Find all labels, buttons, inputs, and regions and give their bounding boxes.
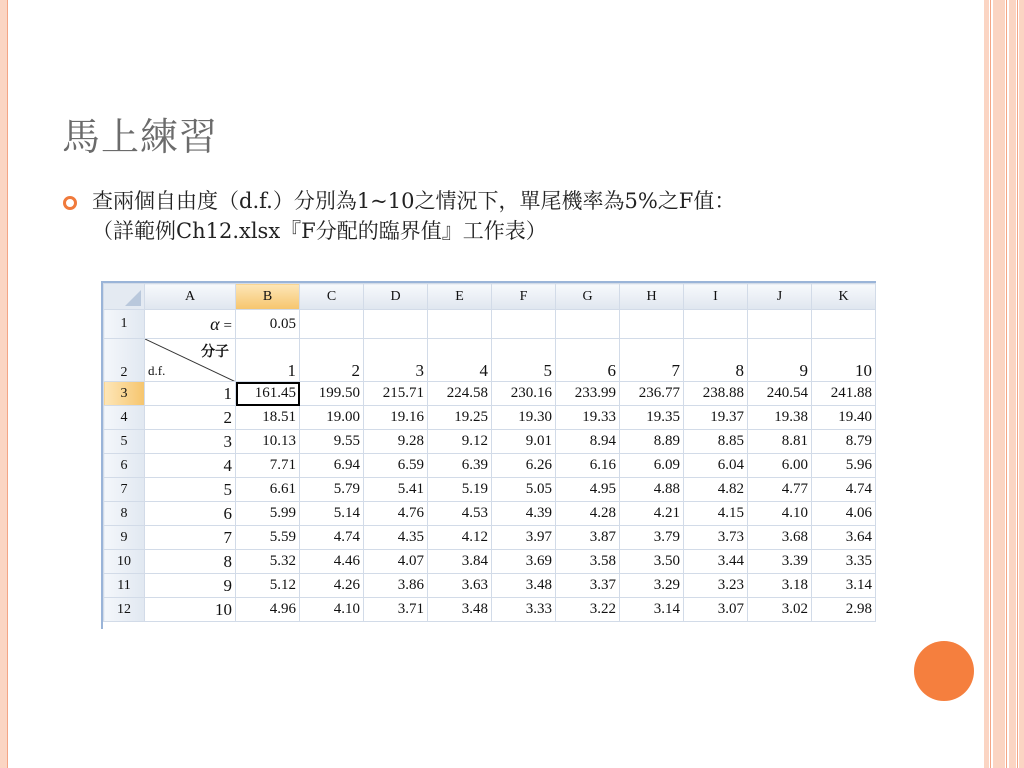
df-label: d.f. xyxy=(148,363,166,378)
f-value-cell[interactable]: 3.44 xyxy=(684,550,748,574)
numerator-df-header-cell[interactable]: 4 xyxy=(428,339,492,382)
f-value-cell[interactable]: 5.59 xyxy=(236,526,300,550)
f-value-cell[interactable]: 215.71 xyxy=(364,382,428,406)
f-value-cell[interactable]: 4.07 xyxy=(364,550,428,574)
f-value-cell[interactable]: 4.76 xyxy=(364,502,428,526)
f-value-cell[interactable]: 4.88 xyxy=(620,478,684,502)
f-value-cell[interactable]: 19.38 xyxy=(748,406,812,430)
row-header[interactable]: 4 xyxy=(104,406,145,430)
numerator-label: 分子 xyxy=(201,344,229,360)
numerator-df-header-cell[interactable]: 6 xyxy=(556,339,620,382)
f-value-cell[interactable]: 3.87 xyxy=(556,526,620,550)
f-value-cell[interactable]: 19.37 xyxy=(684,406,748,430)
right-frame-band xyxy=(984,0,989,768)
f-value-cell[interactable]: 6.26 xyxy=(492,454,556,478)
f-value-cell[interactable]: 4.77 xyxy=(748,478,812,502)
f-value-cell[interactable]: 4.15 xyxy=(684,502,748,526)
denominator-df-cell[interactable]: 1 xyxy=(145,382,236,406)
row-header[interactable]: 11 xyxy=(104,574,145,598)
f-value-cell[interactable]: 3.71 xyxy=(364,598,428,622)
column-header[interactable]: C xyxy=(300,284,364,310)
sheet-row xyxy=(104,339,876,382)
spreadsheet-table xyxy=(103,283,876,622)
f-value-cell[interactable]: 4.74 xyxy=(300,526,364,550)
f-value-cell[interactable]: 8.79 xyxy=(812,430,876,454)
f-value-cell[interactable]: 4.53 xyxy=(428,502,492,526)
f-value-cell[interactable]: 4.95 xyxy=(556,478,620,502)
accent-circle xyxy=(914,641,974,701)
f-value-cell[interactable]: 3.69 xyxy=(492,550,556,574)
f-value-cell[interactable]: 19.25 xyxy=(428,406,492,430)
f-value-cell[interactable]: 233.99 xyxy=(556,382,620,406)
f-value-cell[interactable]: 9.55 xyxy=(300,430,364,454)
sheet-row xyxy=(104,406,876,430)
column-header[interactable]: D xyxy=(364,284,428,310)
numerator-df-header-cell[interactable]: 2 xyxy=(300,339,364,382)
column-header[interactable]: F xyxy=(492,284,556,310)
denominator-df-cell[interactable]: 3 xyxy=(145,430,236,454)
denominator-df-cell[interactable]: 9 xyxy=(145,574,236,598)
f-value-cell[interactable]: 8.94 xyxy=(556,430,620,454)
spreadsheet-screenshot xyxy=(101,281,876,629)
column-header[interactable]: J xyxy=(748,284,812,310)
left-frame-line xyxy=(7,0,8,768)
denominator-df-cell[interactable]: 8 xyxy=(145,550,236,574)
numerator-df-header-cell[interactable]: 1 xyxy=(236,339,300,382)
f-value-cell[interactable]: 224.58 xyxy=(428,382,492,406)
row-header[interactable]: 5 xyxy=(104,430,145,454)
right-frame-line xyxy=(1006,0,1007,768)
f-value-cell[interactable]: 3.23 xyxy=(684,574,748,598)
sheet-row xyxy=(104,574,876,598)
f-value-cell[interactable]: 19.16 xyxy=(364,406,428,430)
f-value-cell[interactable]: 4.21 xyxy=(620,502,684,526)
f-value-cell[interactable]: 3.58 xyxy=(556,550,620,574)
f-value-cell[interactable]: 3.02 xyxy=(748,598,812,622)
f-value-cell[interactable]: 4.10 xyxy=(300,598,364,622)
active-cell[interactable]: 161.45 xyxy=(236,382,300,406)
empty-cell[interactable] xyxy=(748,310,812,339)
empty-cell[interactable] xyxy=(364,310,428,339)
numerator-df-header-cell[interactable]: 9 xyxy=(748,339,812,382)
numerator-df-header-cell[interactable]: 5 xyxy=(492,339,556,382)
f-value-cell[interactable]: 4.28 xyxy=(556,502,620,526)
right-frame-line xyxy=(990,0,991,768)
slide-body xyxy=(92,186,912,246)
f-value-cell[interactable]: 5.79 xyxy=(300,478,364,502)
f-value-cell[interactable]: 18.51 xyxy=(236,406,300,430)
f-value-cell[interactable]: 9.28 xyxy=(364,430,428,454)
column-header[interactable]: I xyxy=(684,284,748,310)
left-frame-stripe xyxy=(0,0,7,768)
sheet-row xyxy=(104,526,876,550)
select-all-corner[interactable] xyxy=(104,284,145,310)
f-value-cell[interactable]: 19.00 xyxy=(300,406,364,430)
f-value-cell[interactable]: 3.86 xyxy=(364,574,428,598)
f-value-cell[interactable]: 8.85 xyxy=(684,430,748,454)
body-line-2: （詳範例Ch12.xlsx『F分配的臨界值』工作表） xyxy=(92,219,547,243)
f-value-cell[interactable]: 3.63 xyxy=(428,574,492,598)
f-value-cell[interactable]: 8.81 xyxy=(748,430,812,454)
f-value-cell[interactable]: 3.07 xyxy=(684,598,748,622)
f-value-cell[interactable]: 9.01 xyxy=(492,430,556,454)
sheet-row xyxy=(104,550,876,574)
sheet-row xyxy=(104,454,876,478)
row-header[interactable]: 8 xyxy=(104,502,145,526)
f-value-cell[interactable]: 19.35 xyxy=(620,406,684,430)
f-value-cell[interactable]: 3.68 xyxy=(748,526,812,550)
f-value-cell[interactable]: 6.94 xyxy=(300,454,364,478)
f-value-cell[interactable]: 6.00 xyxy=(748,454,812,478)
f-value-cell[interactable]: 3.50 xyxy=(620,550,684,574)
f-value-cell[interactable]: 3.48 xyxy=(492,574,556,598)
numerator-df-header-cell[interactable]: 3 xyxy=(364,339,428,382)
right-frame-line xyxy=(1017,0,1018,768)
row-header[interactable]: 3 xyxy=(104,382,145,406)
f-value-cell[interactable]: 5.41 xyxy=(364,478,428,502)
f-value-cell[interactable]: 4.46 xyxy=(300,550,364,574)
f-value-cell[interactable]: 3.97 xyxy=(492,526,556,550)
denominator-df-cell[interactable]: 4 xyxy=(145,454,236,478)
cell-df-diagonal-header[interactable] xyxy=(145,339,236,382)
f-value-cell[interactable]: 4.96 xyxy=(236,598,300,622)
f-value-cell[interactable]: 3.37 xyxy=(556,574,620,598)
f-value-cell[interactable]: 4.06 xyxy=(812,502,876,526)
f-value-cell[interactable]: 10.13 xyxy=(236,430,300,454)
f-value-cell[interactable]: 238.88 xyxy=(684,382,748,406)
f-value-cell[interactable]: 230.16 xyxy=(492,382,556,406)
row-header[interactable]: 9 xyxy=(104,526,145,550)
empty-cell[interactable] xyxy=(300,310,364,339)
alpha-symbol: α xyxy=(210,313,220,334)
f-value-cell[interactable]: 241.88 xyxy=(812,382,876,406)
right-frame-band xyxy=(993,0,1005,768)
sheet-row xyxy=(104,598,876,622)
row-header[interactable]: 2 xyxy=(104,339,145,382)
alpha-equals: = xyxy=(223,317,232,334)
f-value-cell[interactable]: 19.33 xyxy=(556,406,620,430)
row-header[interactable]: 10 xyxy=(104,550,145,574)
f-value-cell[interactable]: 199.50 xyxy=(300,382,364,406)
f-value-cell[interactable]: 3.33 xyxy=(492,598,556,622)
column-header[interactable]: E xyxy=(428,284,492,310)
f-value-cell[interactable]: 4.26 xyxy=(300,574,364,598)
f-value-cell[interactable]: 5.19 xyxy=(428,478,492,502)
f-value-cell[interactable]: 3.22 xyxy=(556,598,620,622)
f-value-cell[interactable]: 4.10 xyxy=(748,502,812,526)
slide-title: 馬上練習 xyxy=(62,115,219,159)
f-value-cell[interactable]: 236.77 xyxy=(620,382,684,406)
cell-alpha-value[interactable]: 0.05 xyxy=(236,310,300,339)
denominator-df-cell[interactable]: 5 xyxy=(145,478,236,502)
f-value-cell[interactable]: 6.16 xyxy=(556,454,620,478)
f-value-cell[interactable]: 3.35 xyxy=(812,550,876,574)
denominator-df-cell[interactable]: 6 xyxy=(145,502,236,526)
f-value-cell[interactable]: 4.12 xyxy=(428,526,492,550)
f-value-cell[interactable]: 8.89 xyxy=(620,430,684,454)
sheet-row xyxy=(104,430,876,454)
f-value-cell[interactable]: 6.61 xyxy=(236,478,300,502)
f-value-cell[interactable]: 3.18 xyxy=(748,574,812,598)
f-value-cell[interactable]: 2.98 xyxy=(812,598,876,622)
numerator-df-header-cell[interactable]: 10 xyxy=(812,339,876,382)
column-header-row xyxy=(104,284,876,310)
f-value-cell[interactable]: 4.74 xyxy=(812,478,876,502)
f-value-cell[interactable]: 7.71 xyxy=(236,454,300,478)
f-value-cell[interactable]: 5.96 xyxy=(812,454,876,478)
row-header[interactable]: 12 xyxy=(104,598,145,622)
denominator-df-cell[interactable]: 10 xyxy=(145,598,236,622)
sheet-row xyxy=(104,310,876,339)
right-frame xyxy=(984,0,1024,768)
f-value-cell[interactable]: 4.82 xyxy=(684,478,748,502)
column-header[interactable]: H xyxy=(620,284,684,310)
f-value-cell[interactable]: 4.39 xyxy=(492,502,556,526)
f-value-cell[interactable]: 4.35 xyxy=(364,526,428,550)
f-value-cell[interactable]: 19.40 xyxy=(812,406,876,430)
f-value-cell[interactable]: 3.73 xyxy=(684,526,748,550)
numerator-df-header-cell[interactable]: 8 xyxy=(684,339,748,382)
f-value-cell[interactable]: 5.05 xyxy=(492,478,556,502)
f-value-cell[interactable]: 5.32 xyxy=(236,550,300,574)
f-value-cell[interactable]: 5.99 xyxy=(236,502,300,526)
f-value-cell[interactable]: 3.39 xyxy=(748,550,812,574)
select-all-triangle-icon xyxy=(125,290,141,306)
empty-cell[interactable] xyxy=(620,310,684,339)
right-frame-band xyxy=(1019,0,1024,768)
f-value-cell[interactable]: 5.12 xyxy=(236,574,300,598)
sheet-row xyxy=(104,478,876,502)
f-value-cell[interactable]: 3.29 xyxy=(620,574,684,598)
f-value-cell[interactable]: 3.14 xyxy=(812,574,876,598)
f-value-cell[interactable]: 240.54 xyxy=(748,382,812,406)
f-value-cell[interactable]: 6.59 xyxy=(364,454,428,478)
f-value-cell[interactable]: 19.30 xyxy=(492,406,556,430)
sheet-row xyxy=(104,502,876,526)
right-frame-band xyxy=(1009,0,1016,768)
bullet-icon xyxy=(63,196,77,210)
f-value-cell[interactable]: 3.64 xyxy=(812,526,876,550)
numerator-df-header-cell[interactable]: 7 xyxy=(620,339,684,382)
f-value-cell[interactable]: 3.14 xyxy=(620,598,684,622)
denominator-df-cell[interactable]: 2 xyxy=(145,406,236,430)
column-header[interactable]: G xyxy=(556,284,620,310)
column-header[interactable]: B xyxy=(236,284,300,310)
cell-alpha-label[interactable] xyxy=(145,310,236,339)
body-line-1: 查兩個自由度（d.f.）分別為1~10之情況下，單尾機率為5%之F值： xyxy=(92,189,736,213)
empty-cell[interactable] xyxy=(812,310,876,339)
empty-cell[interactable] xyxy=(492,310,556,339)
column-header[interactable]: A xyxy=(145,284,236,310)
sheet-row xyxy=(104,382,876,406)
f-value-cell[interactable]: 9.12 xyxy=(428,430,492,454)
denominator-df-cell[interactable]: 7 xyxy=(145,526,236,550)
f-value-cell[interactable]: 5.14 xyxy=(300,502,364,526)
f-value-cell[interactable]: 3.79 xyxy=(620,526,684,550)
row-header[interactable]: 1 xyxy=(104,310,145,339)
empty-cell[interactable] xyxy=(428,310,492,339)
f-value-cell[interactable]: 3.84 xyxy=(428,550,492,574)
f-value-cell[interactable]: 6.04 xyxy=(684,454,748,478)
row-header[interactable]: 6 xyxy=(104,454,145,478)
column-header[interactable]: K xyxy=(812,284,876,310)
empty-cell[interactable] xyxy=(556,310,620,339)
f-value-cell[interactable]: 6.39 xyxy=(428,454,492,478)
row-header[interactable]: 7 xyxy=(104,478,145,502)
f-value-cell[interactable]: 6.09 xyxy=(620,454,684,478)
f-value-cell[interactable]: 3.48 xyxy=(428,598,492,622)
empty-cell[interactable] xyxy=(684,310,748,339)
